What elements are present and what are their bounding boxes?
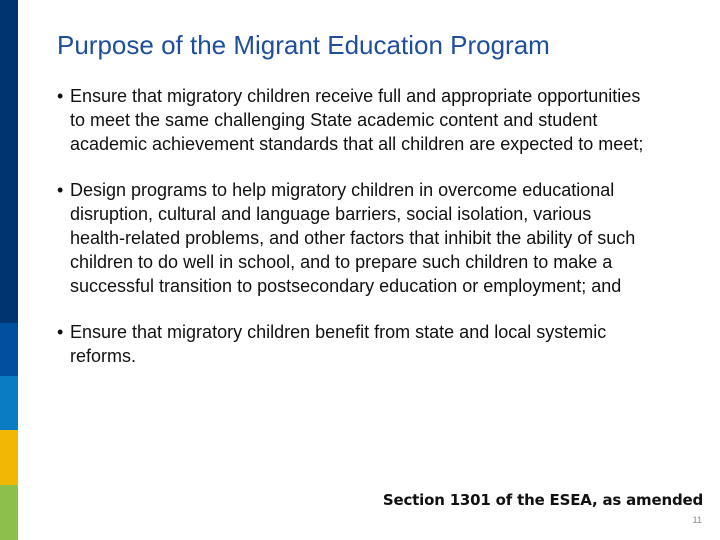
accent-bar-navy: [0, 0, 18, 323]
bullet-item: [57, 84, 647, 156]
bullet-item: [57, 320, 647, 368]
bullet-icon: •: [57, 180, 64, 200]
accent-bar-yellow: [0, 430, 18, 485]
accent-bar-light-blue: [0, 376, 18, 430]
bullet-item: [57, 178, 647, 298]
accent-bar-blue: [0, 323, 18, 376]
bullet-icon: •: [57, 86, 64, 106]
accent-bar-green: [0, 485, 18, 540]
bullet-text: Ensure that migratory children benefit from state and local systemic reforms.: [70, 322, 607, 366]
bullet-text: Ensure that migratory children receive full and appropriate opportunities to meet the same challenging State academic content and student academic achievement standards that all children are expected to meet;: [70, 86, 644, 154]
bullet-list: [57, 84, 647, 390]
bullet-icon: •: [57, 322, 64, 342]
bullet-text: Design programs to help migratory children in overcome educational disruption, cultural and language barriers, social isolation, various health-related problems, and other factors that inhibit the ability of such children to do well in school, and to prepare such children to make a successful transition to postsecondary education or employment; and: [70, 180, 636, 296]
slide-title: Purpose of the Migrant Education Program: [57, 30, 550, 60]
citation: Section 1301 of the ESEA, as amended: [382, 491, 703, 509]
page-number: 11: [692, 515, 702, 525]
